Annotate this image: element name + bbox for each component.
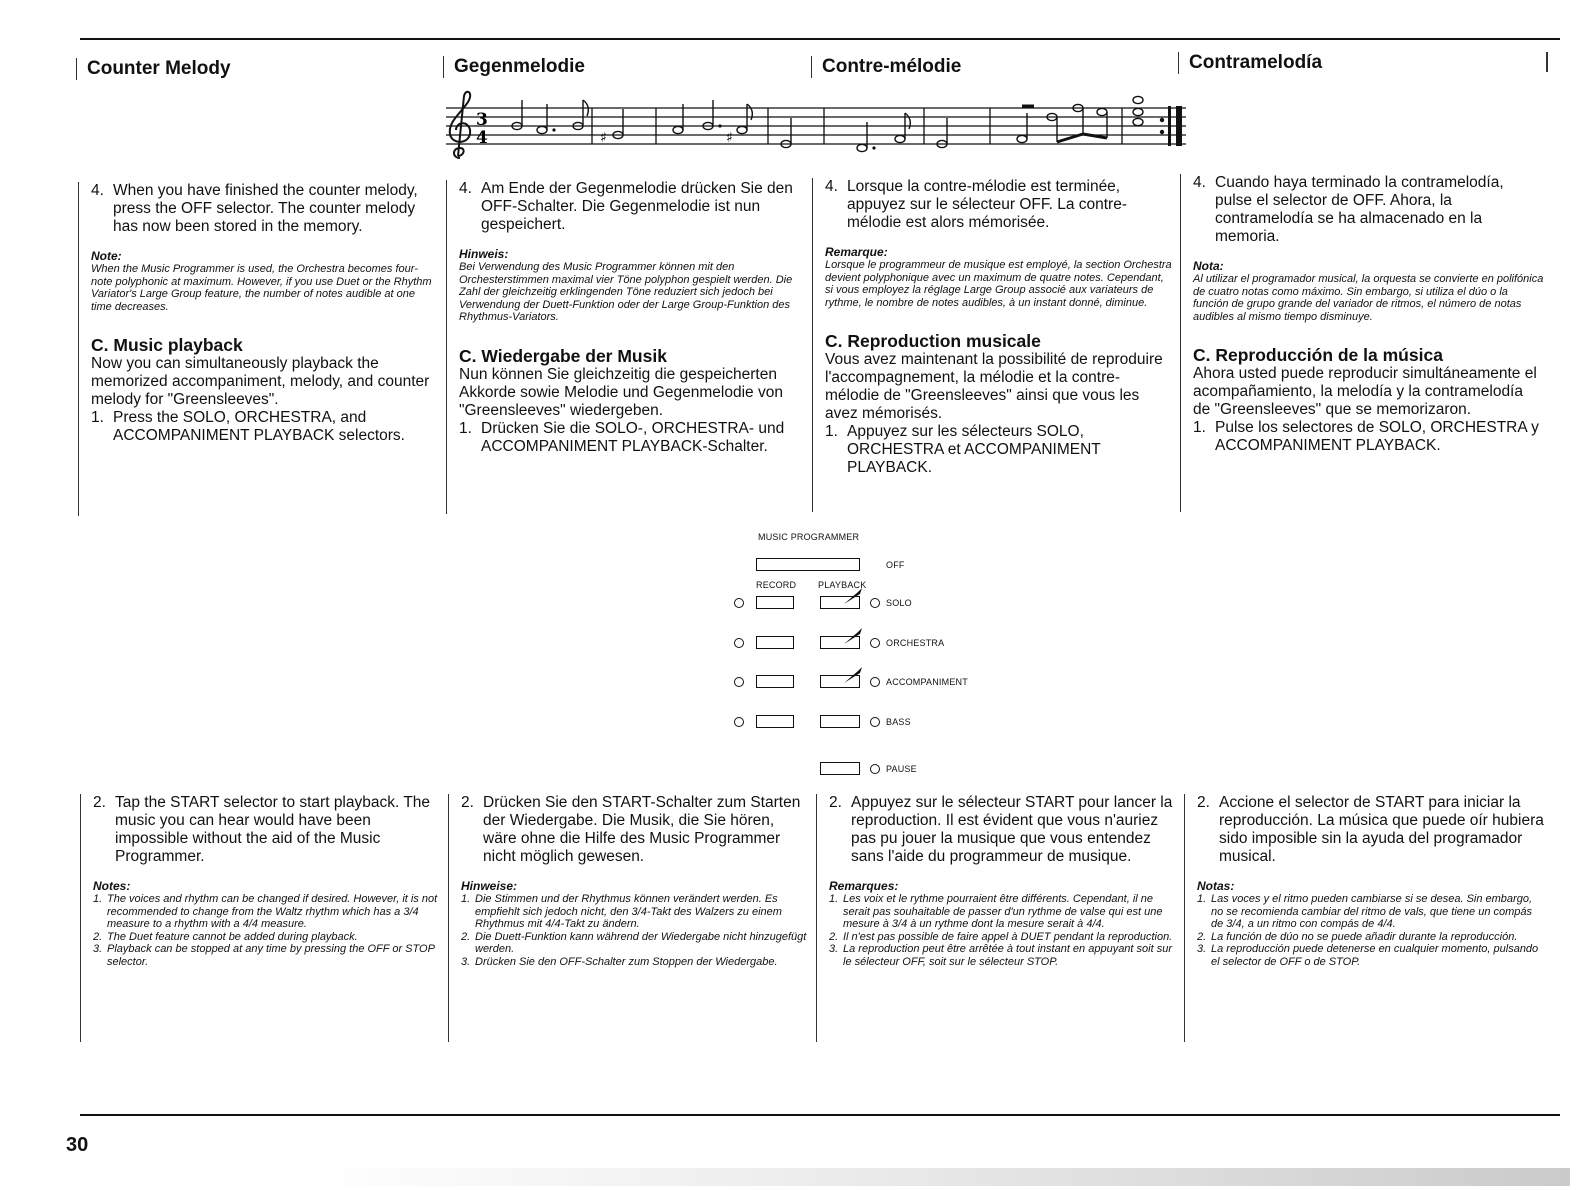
off-label: OFF xyxy=(886,560,905,570)
title-english: Counter Melody xyxy=(76,58,231,80)
bass-record-led xyxy=(734,717,744,727)
panel-title: MUSIC PROGRAMMER xyxy=(758,532,860,542)
note-item: 3. Playback can be stopped at any time by pressing the OFF or STOP selector. xyxy=(93,943,435,968)
step-2: 2. Accione el selector de START para iniciar la reproducción. La música que puede oír hubiera sido imposible sin la ayuda del programador musical. xyxy=(1197,794,1544,865)
note-text: When the Music Programmer is used, the Orchestra becomes four-note polyphonic at maximum. However, if you use Duet or the Rhythm Variator's Large Group feature, the number of notes audible at one time decreases. xyxy=(91,263,432,313)
note-heading: Nota: xyxy=(1193,259,1224,273)
section-heading: C. Reproduction musicale xyxy=(825,331,1041,351)
bass-record-selector[interactable] xyxy=(756,715,794,728)
step-1: 1. Appuyez sur les sélecteurs SOLO, ORCHESTRA et ACCOMPANIMENT PLAYBACK. xyxy=(825,423,1101,476)
orchestra-playback-led xyxy=(870,638,880,648)
orchestra-label: ORCHESTRA xyxy=(886,638,945,648)
note-text: Al utilizar el programador musical, la orquesta se convierte en polifónica de cuatro notas como máximo. Sin embargo, si utiliza el dúo o la función de grupo grande del variador de ritmos, el número de notas audibles al mismo tiempo disminuye. xyxy=(1193,273,1544,323)
record-label: RECORD xyxy=(756,580,797,590)
note-item: 3. La reproducción puede detenerse en cualquier momento, pulsando el selector de OFF o de STOP. xyxy=(1197,943,1539,968)
solo-label: SOLO xyxy=(886,598,912,608)
note-item: 2. Il n'est pas possible de faire appel à DUET pendant la reproduction. xyxy=(829,930,1173,943)
bass-label: BASS xyxy=(886,717,911,727)
bottom-rule xyxy=(80,1114,1560,1116)
step-1: 1. Press the SOLO, ORCHESTRA, and ACCOMPANIMENT PLAYBACK selectors. xyxy=(91,409,405,444)
column-spanish-lower xyxy=(1184,794,1546,1042)
orchestra-record-selector[interactable] xyxy=(756,636,794,649)
title-german: Gegenmelodie xyxy=(443,56,585,78)
scan-edge-shadow xyxy=(300,1168,1570,1186)
section-heading: C. Music playback xyxy=(91,335,243,355)
bass-playback-selector[interactable] xyxy=(820,715,860,728)
section-text: Nun können Sie gleichzeitig die gespeicherten Akkorde sowie Melodie und Gegenmelodie von "Greensleeves" wiedergeben. xyxy=(459,365,783,419)
column-english-upper xyxy=(78,182,438,516)
music-staff xyxy=(442,86,1190,162)
notes-list xyxy=(93,893,438,968)
section-text: Ahora usted puede reproducir simultáneamente el acompañamiento, la melodía y la contramelodía de "Greensleeves" que se memorizaron. xyxy=(1193,365,1537,418)
note-item: 2. The Duet feature cannot be added during playback. xyxy=(93,930,358,943)
step-2: 2. Appuyez sur le sélecteur START pour lancer la reproduction. Il est évident que vous n'auriez pas pu jouer la musique que vous entendez sans l'aide du programmeur de musique. xyxy=(829,794,1173,865)
svg-text:♯: ♯ xyxy=(726,130,733,146)
section-heading: C. Reproducción de la música xyxy=(1193,345,1443,365)
pause-selector[interactable] xyxy=(820,762,860,775)
orchestra-record-led xyxy=(734,638,744,648)
svg-text:♯: ♯ xyxy=(600,130,607,146)
accompaniment-record-selector[interactable] xyxy=(756,675,794,688)
column-german-lower xyxy=(448,794,810,1042)
title-french: Contre-mélodie xyxy=(811,56,961,78)
note-heading: Note: xyxy=(91,249,122,263)
accompaniment-playback-led xyxy=(870,677,880,687)
solo-playback-led xyxy=(870,598,880,608)
column-french-upper xyxy=(812,178,1174,512)
accompaniment-label: ACCOMPANIMENT xyxy=(886,677,968,687)
notes-heading: Hinweise: xyxy=(461,879,518,893)
playback-label: PLAYBACK xyxy=(818,580,867,590)
step-1: 1. Drücken Sie die SOLO-, ORCHESTRA- und ACCOMPANIMENT PLAYBACK-Schalter. xyxy=(459,419,785,455)
section-heading: C. Wiedergabe der Musik xyxy=(459,345,667,366)
notes-list xyxy=(1197,893,1546,968)
press-finger-icon xyxy=(842,586,864,606)
note-heading: Remarque: xyxy=(825,245,888,259)
accompaniment-record-led xyxy=(734,677,744,687)
column-french-lower xyxy=(816,794,1176,1042)
note-item: 1. Die Stimmen und der Rhythmus können verändert werden. Es empfiehlt sich jedoch nicht, den 3/4-Takt des Walzers zu einem Rhythmus mit 4/4-Takt zu ändern. xyxy=(461,893,782,930)
step-4: 4. Cuando haya terminado la contramelodía, pulse el selector de OFF. Ahora, la contramelodía se ha almacenado en la memoria. xyxy=(1193,174,1504,245)
note-item: 1. The voices and rhythm can be changed if desired. However, it is not recommended to change from the Waltz rhythm which has a 3/4 measure to a rhythm with a 4/4 measure. xyxy=(93,893,438,930)
column-german-upper xyxy=(446,180,808,514)
step-4: 4. Lorsque la contre-mélodie est terminée, appuyez sur le sélecteur OFF. La contre-mélodie est alors mémorisée. xyxy=(825,178,1127,231)
pause-led xyxy=(870,764,880,774)
note-heading: Hinweis: xyxy=(459,247,509,261)
note-text: Lorsque le programmeur de musique est employé, la section Orchestra devient polyphonique avec un maximum de quatre notes. Cependant, si vous employez la réglage Large Group associé aux variateurs de rythme, le nombre de notes audibles, à un instant donné, diminue. xyxy=(825,259,1172,309)
pause-label: PAUSE xyxy=(886,764,917,774)
press-finger-icon xyxy=(842,665,864,685)
note-item: 1. Las voces y el ritmo pueden cambiarse si se desea. Sin embargo, no se recomienda cambiar del ritmo de vals, que tiene un compás de 3/4, a un ritmo con compás de 4/4. xyxy=(1197,893,1533,930)
note-item: 3. La reproduction peut être arrêtée à tout instant en appuyant soit sur le sélecteur OFF, soit sur le sélecteur STOP. xyxy=(829,943,1172,968)
page-number: 30 xyxy=(66,1134,89,1156)
music-programmer-panel xyxy=(726,528,986,778)
note-item: 3. Drücken Sie den OFF-Schalter zum Stoppen der Wiedergabe. xyxy=(461,955,778,968)
title-edge-mark xyxy=(1546,52,1548,72)
svg-text:3: 3 xyxy=(476,110,488,130)
notes-list xyxy=(829,893,1176,968)
press-finger-icon xyxy=(842,626,864,646)
notes-heading: Remarques: xyxy=(829,879,899,893)
notes-list xyxy=(461,893,810,968)
top-rule xyxy=(80,38,1560,40)
solo-record-selector[interactable] xyxy=(756,596,794,609)
note-item: 2. Die Duett-Funktion kann während der Wiedergabe nicht hinzugefügt werden. xyxy=(461,930,807,955)
step-4: 4. When you have finished the counter melody, press the OFF selector. The counter melody has now been stored in the memory. xyxy=(91,182,418,235)
step-4: 4. Am Ende der Gegenmelodie drücken Sie den OFF-Schalter. Die Gegenmelodie ist nun gespeichert. xyxy=(459,180,793,233)
bass-playback-led xyxy=(870,717,880,727)
solo-record-led xyxy=(734,598,744,608)
note-text: Bei Verwendung des Music Programmer können mit den Orchesterstimmen maximal vier Töne polyphon gespielt werden. Die Zahl der gleichzeitig erklingenden Töne reduziert sich jedoch bei Verwendung der Duett-Funktion oder der Large Group-Funktion des Rhythmus-Variators. xyxy=(459,261,793,323)
svg-text:4: 4 xyxy=(476,128,488,148)
off-selector[interactable] xyxy=(756,558,860,571)
section-text: Vous avez maintenant la possibilité de reproduire l'accompagnement, la mélodie et la contre-mélodie de "Greensleeves" ainsi que vous les avez mémorisés. xyxy=(825,351,1163,422)
notes-heading: Notas: xyxy=(1197,879,1235,893)
step-2: 2. Drücken Sie den START-Schalter zum Starten der Wiedergabe. Die Musik, die Sie hören, wäre ohne die Hilfe des Music Programmer nicht möglich gewesen. xyxy=(461,794,801,865)
note-item: 1. Les voix et le rythme pourraient être différents. Cependant, il ne serait pas souhaitable de passer d'un rythme de valse qui est une mesure à 3/4 à un rythme dont la mesure serait à 4/4. xyxy=(829,893,1163,930)
title-spanish: Contramelodía xyxy=(1178,52,1322,74)
column-english-lower xyxy=(80,794,438,1042)
note-item: 2. La función de dúo no se puede añadir durante la reproducción. xyxy=(1197,930,1518,943)
step-2: 2. Tap the START selector to start playback. The music you can hear would have been impossible without the aid of the Music Programmer. xyxy=(93,794,431,865)
notes-heading: Notes: xyxy=(93,879,131,893)
column-spanish-upper xyxy=(1180,174,1544,512)
step-1: 1. Pulse los selectores de SOLO, ORCHESTRA y ACCOMPANIMENT PLAYBACK. xyxy=(1193,419,1539,454)
section-text: Now you can simultaneously playback the memorized accompaniment, melody, and counter melody for "Greensleeves". xyxy=(91,355,430,408)
